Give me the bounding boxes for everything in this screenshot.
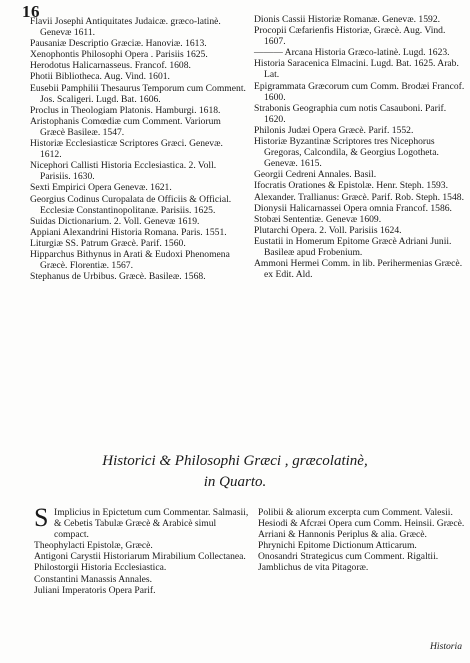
list-item: Alexander. Trallianus: Græcè. Parif. Rob. Steph. 1548. (254, 191, 464, 203)
list-item: Philostorgii Historia Ecclesiastica. (34, 562, 167, 574)
list-item: Antigoni Carystii Historiarum Mirabilium Collectanea. (34, 551, 246, 563)
list-item: Pausaniæ Descriptio Græciæ. Hanoviæ. 1613. (30, 38, 207, 50)
list-item: Ammoni Hermei Comm. in lib. Perihermenias Græcè. ex Edit. Ald. (254, 258, 463, 281)
list-item: Historiæ Byzantinæ Scriptores tres Nicephorus Gregoras, Calcondila, & Georgius Logotheta. Genevæ. 1615. (254, 136, 439, 170)
catchword: Historia (430, 641, 462, 652)
folio-left-column (30, 16, 246, 282)
section-heading: Historici & Philosophi Græci , græcolatinè, (102, 453, 368, 469)
list-item: Hesiodi & Afcræi Opera cum Comm. Heinsii. Græcè. (258, 518, 465, 530)
list-item: Aristophanis Comœdiæ cum Comment. Variorum Græcè Basileæ. 1547. (30, 115, 221, 138)
list-item: Historia Saracenica Elmacini. Lugd. Bat. 1625. Arab. Lat. (254, 58, 459, 81)
drop-cap: S (34, 503, 49, 532)
list-item: Eustatii in Homerum Epitome Græcè Adriani Junii. Basileæ apud Frobenium. (254, 235, 452, 258)
list-item: Nicephori Callisti Historia Ecclesiastica. 2. Voll. Parisiis. 1630. (30, 160, 217, 183)
list-item: Dionis Cassii Historiæ Romanæ. Genevæ. 1592. (254, 14, 441, 25)
list-item: Jamblichus de vita Pitagoræ. (258, 562, 369, 574)
list-item: Juliani Imperatoris Opera Parif. (34, 584, 156, 596)
list-item: Georgius Codinus Curopalata de Officiis & Official. Ecclesiæ Constantinopolitanæ. Parisiis. 1625. (30, 193, 232, 216)
list-item: Phrynichi Epitome Dictionum Atticarum. (258, 540, 417, 552)
list-item: Appiani Alexandrini Historia Romana. Paris. 1551. (30, 226, 227, 238)
list-item: Stobæi Sententiæ. Genevæ 1609. (254, 213, 382, 225)
list-item: Epigrammata Græcorum cum Comm. Brodæi Francof. 1600. (254, 80, 465, 103)
list-item: Hipparchus Bithynus in Arati & Eudoxi Phenomena Græcè. Florentiæ. 1567. (30, 248, 230, 272)
list-item: Onosandri Strategicus cum Comment. Rigaltii. (258, 551, 439, 563)
list-item: Liturgiæ SS. Patrum Græcè. Parif. 1560. (30, 237, 186, 249)
list-item: Arriani & Hannonis Periplus & alia. Græcè. (258, 529, 427, 541)
list-item: Ifocratis Orationes & Epistolæ. Henr. Steph. 1593. (254, 180, 448, 192)
list-item: Theophylacti Epistolæ, Græcè. (34, 540, 153, 552)
page-number: 16 (22, 2, 40, 21)
list-item: Strabonis Geographia cum notis Casauboni. Parif. 1620. (254, 102, 447, 125)
list-item: ——— Arcana Historia Græco-latinè. Lugd. 1623. (254, 47, 450, 59)
list-item: Photii Bibliotheca. Aug. Vind. 1601. (30, 71, 170, 83)
list-item: Philonis Judæi Opera Græcè. Parif. 1552. (254, 124, 414, 136)
list-item: Procopii Cæfarienfis Historiæ, Græcè. Aug. Vind. 1607. (254, 25, 446, 48)
list-item: Historiæ Ecclesiasticæ Scriptores Græci. Genevæ. 1612. (30, 138, 223, 161)
list-item: Herodotus Halicarnasseus. Francof. 1608. (30, 60, 191, 72)
list-item: Suidas Dictionarium. 2. Voll. Genevæ 1619. (30, 215, 200, 227)
list-item: Proclus in Theologiam Platonis. Hamburgi. 1618. (30, 104, 221, 116)
quarto-right-column (258, 507, 466, 574)
list-item: Stephanus de Urbibus. Græcè. Basileæ. 1568. (30, 271, 206, 283)
list-item: Xenophontis Philosophi Opera . Parisiis 1625. (30, 49, 208, 61)
list-item: Georgii Cedreni Annales. Basil. (254, 169, 377, 181)
list-item: Sexti Empirici Opera Genevæ. 1621. (30, 182, 172, 194)
list-item: Flavii Josephi Antiquitates Judaicæ. græco-latinè. Genevæ 1611. (30, 16, 221, 39)
list-item: Plutarchi Opera. 2. Voll. Parisiis 1624. (254, 224, 402, 236)
folio-right-column (254, 14, 466, 280)
list-item: Eusebii Pamphilii Thesaurus Temporum cum Comment. Jos. Scaligeri. Lugd. Bat. 1606. (30, 82, 246, 105)
list-item: Constantini Manassis Annales. (34, 573, 153, 585)
quarto-left-column (34, 503, 250, 596)
list-item: Dionysii Halicarnassei Opera omnia Francof. 1586. (254, 202, 452, 214)
list-item: Polibii & aliorum excerpta cum Comment. Valesii. (258, 507, 453, 518)
list-item (34, 503, 250, 541)
section-subheading: in Quarto. (203, 474, 267, 490)
entry-text: Implicius in Epictetum cum Commentar. Salmasii, & Cebetis Tabulæ Græcè & Arabicè simul compact. (54, 507, 249, 541)
